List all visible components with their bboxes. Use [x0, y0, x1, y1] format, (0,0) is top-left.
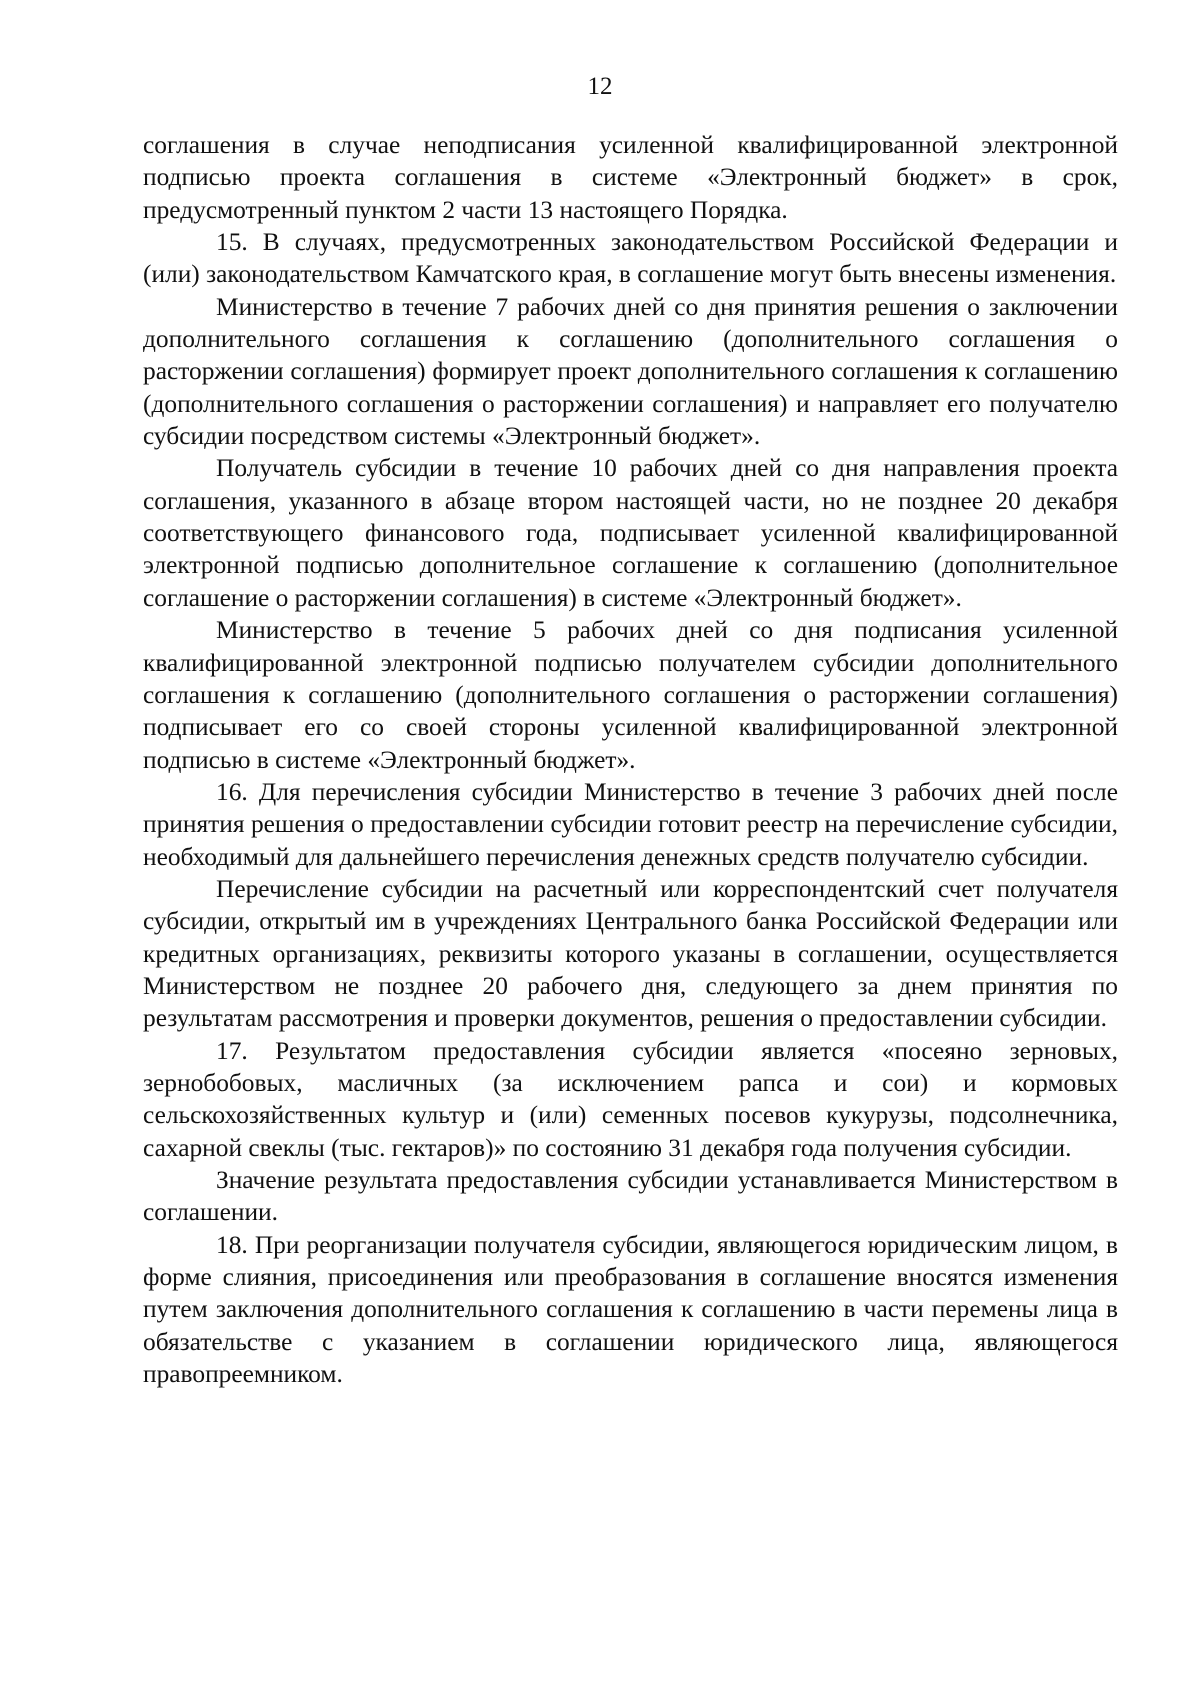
paragraph-item-16: 16. Для перечисления субсидии Министерство в течение 3 рабочих дней после принятия решения о предоставлении субсидии готовит реестр на перечисление субсидии, необходимый для дальнейшего перечисления денежных средств получателю субсидии.: [143, 777, 1118, 871]
paragraph: Министерство в течение 7 рабочих дней со дня принятия решения о заключении дополнительного соглашения к соглашению (дополнительного соглашения о расторжении соглашения) формирует проект дополнительного соглашения к соглашению (дополнительного соглашения о расторжении соглашения) и направляет его получателю субсидии посредством системы «Электронный бюджет».: [143, 292, 1118, 451]
page-number: 12: [587, 73, 613, 100]
paragraph-item-17: 17. Результатом предоставления субсидии является «посеяно зерновых, зернобобовых, масличных (за исключением рапса и сои) и кормовых сельскохозяйственных культур и (или) семенных посевов кукурузы, подсолнечника, сахарной свеклы (тыс. гектаров)» по состоянию 31 декабря года получения субсидии.: [143, 1036, 1118, 1162]
paragraph-continuation: соглашения в случае неподписания усиленной квалифицированной электронной подписью проекта соглашения в системе «Электронный бюджет» в срок, предусмотренный пунктом 2 части 13 настоящего Порядка.: [143, 131, 1118, 224]
paragraph: Министерство в течение 5 рабочих дней со дня подписания усиленной квалифицированной электронной подписью получателем субсидии дополнительного соглашения к соглашению (дополнительного соглашения о расторжении соглашения) подписывает его со своей стороны усиленной квалифицированной электронной подписью в системе «Электронный бюджет».: [143, 616, 1118, 774]
paragraph: Значение результата предоставления субсидии устанавливается Министерством в соглашении.: [143, 1166, 1118, 1227]
paragraph-item-18: 18. При реорганизации получателя субсидии, являющегося юридическим лицом, в форме слияния, присоединения или преобразования в соглашение вносятся изменения путем заключения дополнительного соглашения к соглашению в части перемены лица в обязательстве с указанием в соглашении юридического лица, являющегося правопреемником.: [143, 1230, 1118, 1389]
document-body: [143, 129, 1118, 1390]
paragraph: Перечисление субсидии на расчетный или корреспондентский счет получателя субсидии, открытый им в учреждениях Центрального банка Российской Федерации или кредитных организациях, реквизиты которого указаны в соглашении, осуществляется Министерством не позднее 20 рабочего дня, следующего за днем принятия по результатам рассмотрения и проверки документов, решения о предоставлении субсидии.: [143, 874, 1118, 1033]
paragraph: Получатель субсидии в течение 10 рабочих дней со дня направления проекта соглашения, указанного в абзаце втором настоящей части, но не позднее 20 декабря соответствующего финансового года, подписывает усиленной квалифицированной электронной подписью дополнительное соглашение к соглашению (дополнительное соглашение о расторжении соглашения) в системе «Электронный бюджет».: [143, 454, 1118, 612]
paragraph-item-15: 15. В случаях, предусмотренных законодательством Российской Федерации и (или) законодательством Камчатского края, в соглашение могут быть внесены изменения.: [143, 228, 1118, 289]
